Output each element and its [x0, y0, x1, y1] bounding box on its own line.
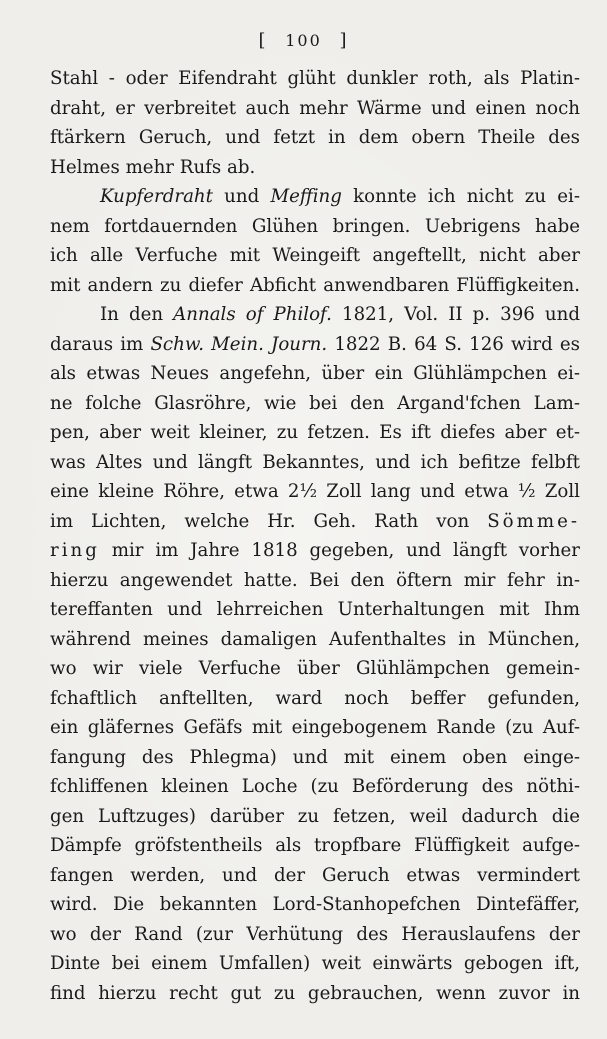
text-segment: Sömme- — [487, 510, 580, 532]
text-line: tereffanten und lehrreichen Unterhaltungen mit Ihm — [50, 599, 580, 620]
text-line: Helmes mehr Rufs ab. — [50, 156, 256, 178]
text-line: ein gläfernes Gefäfs mit eingebogenem Rande (zu Auf- — [50, 717, 580, 738]
text-line: Stahl - oder Eifendraht glüht dunkler roth, als Platin- — [50, 68, 580, 89]
text-segment: konnte ich nicht zu ei- — [341, 186, 580, 207]
text-line: gen Luftzuges) darüber zu fetzen, weil dadurch die — [50, 805, 580, 827]
text-line — [50, 182, 580, 212]
text-line: ne folche Glasröhre, wie bei den Argand'fchen Lam- — [50, 392, 580, 414]
italic-text: Schw. Mein. Journ. — [150, 333, 328, 355]
text-segment: und — [212, 186, 271, 207]
text-line: als etwas Neues angefehn, über ein Glühlämpchen ei- — [50, 363, 580, 384]
text-line: während meines damaligen Aufenthaltes in München, — [50, 628, 580, 650]
text-segment: 1821, Vol. II p. 396 und — [331, 304, 580, 325]
text-line: Dinte bei einem Umfallen) weit einwärts gebogen ift, — [50, 953, 580, 974]
text-line: wird. Die bekannten Lord-Stanhopefchen Dintefäffer, — [50, 894, 580, 915]
text-line: wo der Rand (zur Verhütung des Herauslaufens der — [50, 923, 580, 945]
page-header — [0, 30, 607, 51]
text-line: fchliffenen kleinen Loche (zu Beförderung des nöthi- — [50, 776, 580, 797]
text-line: mit andern zu diefer Abficht anwendbaren Flüffigkeiten. — [50, 274, 580, 296]
text-segment: 1822 B. 64 S. 126 wird es — [327, 333, 580, 355]
text-line: find hierzu recht gut zu gebrauchen, wenn zuvor in — [50, 982, 580, 1004]
text-segment: mir im Jahre 1818 gegeben, und längft vorher — [99, 540, 580, 561]
text-line: draht, er verbreitet auch mehr Wärme und einen noch — [50, 97, 580, 119]
text-line: nem fortdauernden Glühen bringen. Uebrigens habe — [50, 215, 580, 237]
text-line: Dämpfe gröfstentheils als tropfbare Flüffigkeit aufge- — [50, 835, 580, 856]
italic-text: Annals of Philof. — [173, 304, 332, 325]
text-segment: daraus im — [50, 333, 151, 355]
text-line: fchaftlich anftellten, ward noch beffer gefunden, — [50, 687, 580, 709]
page-number: 100 — [285, 31, 322, 50]
text-line — [50, 330, 580, 360]
text-line: ftärkern Geruch, und fetzt in dem obern Theile des — [50, 127, 580, 148]
text-line — [50, 507, 580, 537]
text-line: was Altes und längft Bekanntes, und ich befitze felbft — [50, 451, 580, 473]
text-line: hierzu angewendet hatte. Bei den öftern mir fehr in- — [50, 569, 580, 591]
text-line: pen, aber weit kleiner, zu fetzen. Es ift diefes aber et- — [50, 422, 580, 443]
italic-text: Kupferdraht — [100, 186, 213, 207]
text-line: fangung des Phlegma) und mit einem oben einge- — [50, 746, 580, 768]
text-line: ich alle Verfuche mit Weingeift angeftellt, nicht aber — [50, 245, 580, 266]
header-bracket-right: ] — [339, 30, 349, 51]
text-segment: In den — [100, 304, 174, 325]
text-line — [50, 300, 580, 330]
text-line: fangen werden, und der Geruch etwas vermindert — [50, 864, 580, 886]
italic-text: Meffing — [270, 186, 342, 207]
header-bracket-left: [ — [258, 30, 268, 51]
text-segment: im Lichten, welche Hr. Geh. Rath von — [50, 510, 488, 532]
text-line: wo wir viele Verfuche über Glühlämpchen gemein- — [50, 658, 580, 679]
text-line: eine kleine Röhre, etwa 2½ Zoll lang und etwa ½ Zoll — [50, 481, 580, 502]
text-segment: ring — [50, 540, 100, 561]
text-line — [50, 536, 580, 566]
body-text — [50, 64, 580, 1008]
